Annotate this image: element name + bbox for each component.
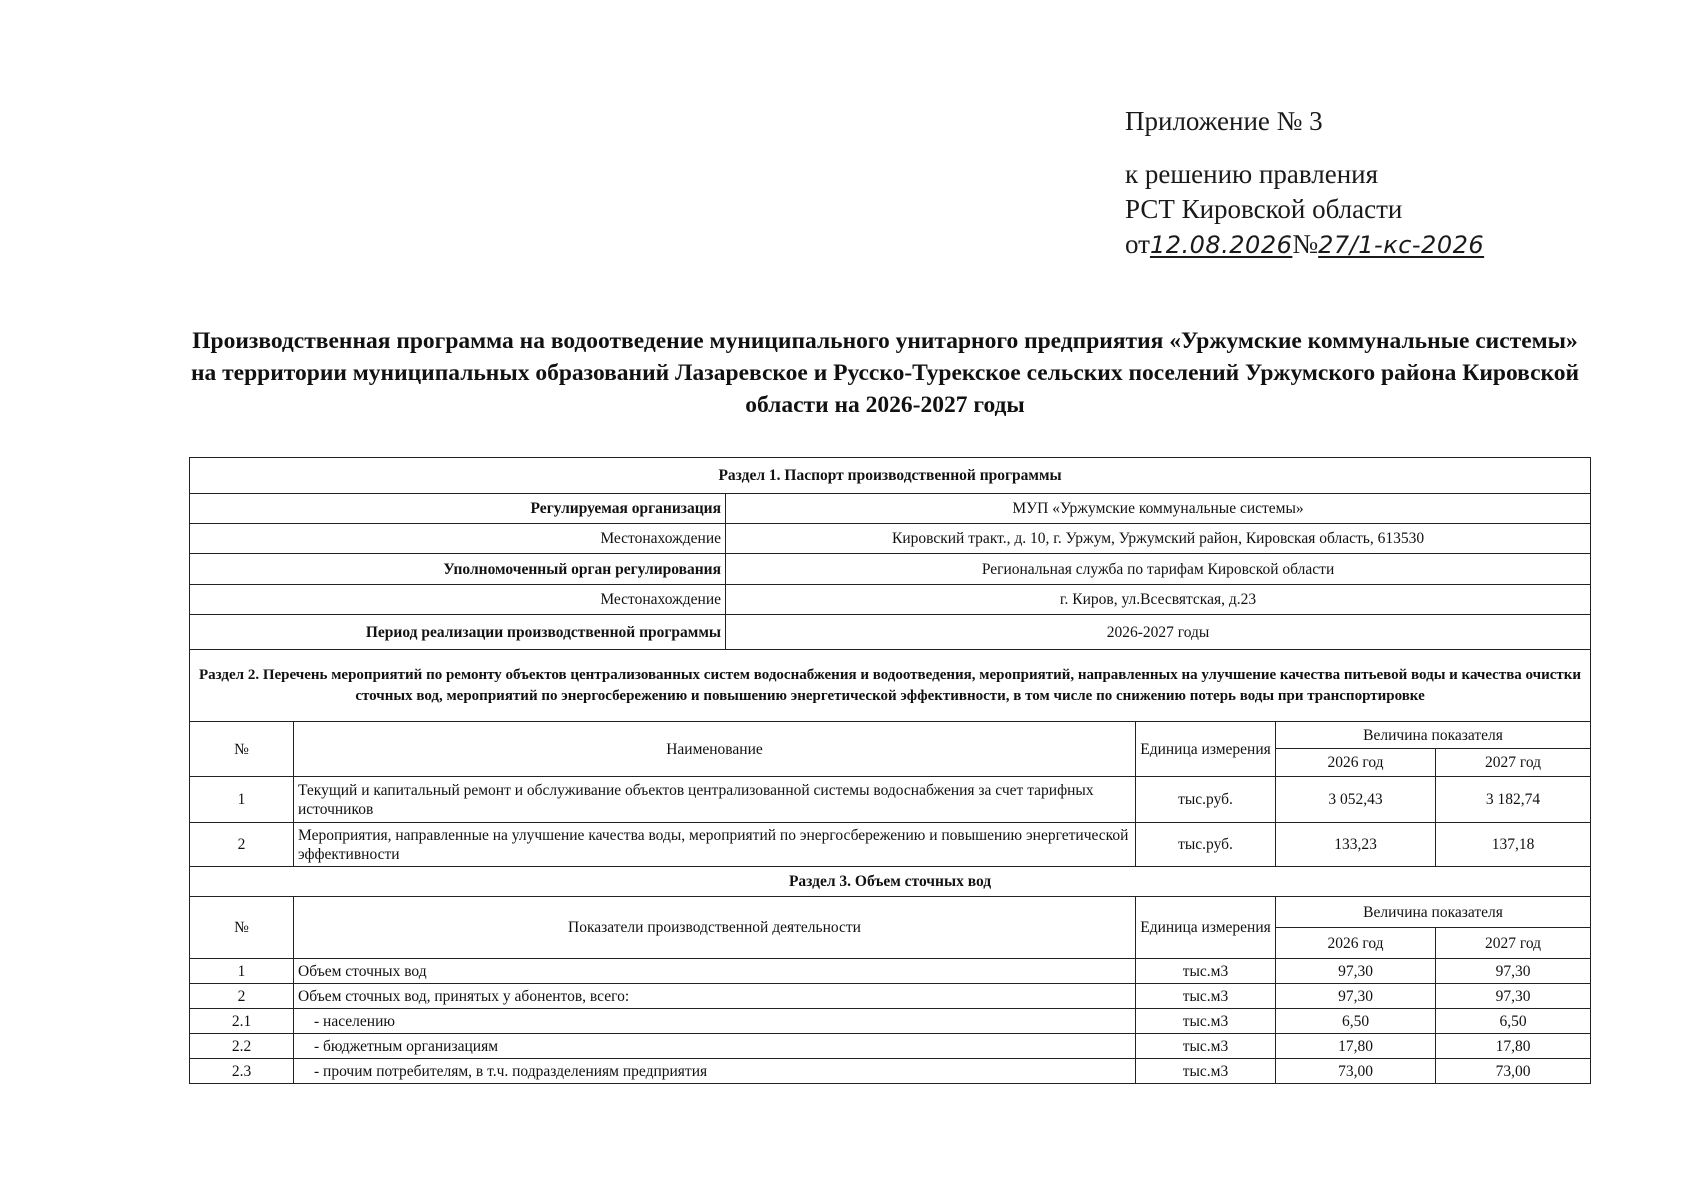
table-row: [190, 959, 1591, 984]
passport-row: [190, 585, 1591, 615]
passport-label: Уполномоченный орган регулирования: [190, 554, 726, 585]
passport-label: Регулируемая организация: [190, 494, 726, 524]
table-row: [190, 777, 1591, 823]
row-value-2027: 97,30: [1436, 959, 1591, 984]
passport-row: [190, 494, 1591, 524]
date-prefix: от: [1125, 229, 1150, 259]
row-value-2027: 73,00: [1436, 1059, 1591, 1084]
row-unit: тыс.м3: [1136, 959, 1276, 984]
row-num: 2: [190, 823, 294, 867]
row-unit: тыс.руб.: [1136, 777, 1276, 823]
section2-header: Раздел 2. Перечень мероприятий по ремонту объектов централизованных систем водоснабжения и водоотведения, мероприятий, направленных на улучшение качества питьевой воды и качества очистки сточных вод, мероприятий по энергосбережению и повышению энергетической эффективности, в том числе по снижению потерь воды при транспортировке: [190, 650, 1591, 722]
annex-decision: к решению правления: [1125, 159, 1379, 189]
table-row: [190, 1009, 1591, 1034]
col-header-year-2026: 2026 год: [1276, 928, 1436, 959]
row-name: Мероприятия, направленные на улучшение качества воды, мероприятий по энергосбережению и повышению энергетической эффективности: [294, 823, 1136, 867]
row-value-2026: 133,23: [1276, 823, 1436, 867]
annex-date-line: [1125, 227, 1484, 263]
col-header-name: Показатели производственной деятельности: [294, 897, 1136, 959]
col-header-name: Наименование: [294, 722, 1136, 777]
row-value-2027: 6,50: [1436, 1009, 1591, 1034]
passport-value: Региональная служба по тарифам Кировской области: [726, 554, 1591, 585]
row-value-2027: 3 182,74: [1436, 777, 1591, 823]
row-num: 2.3: [190, 1059, 294, 1084]
section1-header: Раздел 1. Паспорт производственной программы: [190, 458, 1591, 494]
col-header-year-2026: 2026 год: [1276, 749, 1436, 777]
table-row: [190, 984, 1591, 1009]
row-value-2026: 97,30: [1276, 959, 1436, 984]
annex-number: Приложение № 3: [1125, 106, 1323, 136]
row-num: 1: [190, 959, 294, 984]
row-value-2026: 3 052,43: [1276, 777, 1436, 823]
passport-label: Период реализации производственной программы: [190, 615, 726, 650]
row-value-2026: 6,50: [1276, 1009, 1436, 1034]
row-name: Объем сточных вод: [294, 959, 1136, 984]
table-row: [190, 1034, 1591, 1059]
section3-header: Раздел 3. Объем сточных вод: [190, 867, 1591, 897]
table-row: [190, 823, 1591, 867]
program-table: [189, 457, 1591, 1084]
row-unit: тыс.м3: [1136, 1059, 1276, 1084]
col-header-value: Величина показателя: [1276, 897, 1591, 928]
col-header-value: Величина показателя: [1276, 722, 1591, 749]
row-unit: тыс.руб.: [1136, 823, 1276, 867]
passport-value: МУП «Уржумские коммунальные системы»: [726, 494, 1591, 524]
col-header-unit: Единица измерения: [1136, 722, 1276, 777]
row-unit: тыс.м3: [1136, 984, 1276, 1009]
row-name: Объем сточных вод, принятых у абонентов, всего:: [294, 984, 1136, 1009]
passport-value: г. Киров, ул.Всесвятская, д.23: [726, 585, 1591, 615]
row-num: 2.1: [190, 1009, 294, 1034]
annex-authority: РСТ Кировской области: [1125, 194, 1403, 224]
row-value-2026: 73,00: [1276, 1059, 1436, 1084]
col-header-year-2027: 2027 год: [1436, 928, 1591, 959]
passport-label: Местонахождение: [190, 585, 726, 615]
row-unit: тыс.м3: [1136, 1034, 1276, 1059]
document-title: Производственная программа на водоотведение муниципального унитарного предприятия «Уржумские коммунальные системы» на территории муниципальных образований Лазаревское и Русско-Турекское сельских поселений Уржумского района Кировской области на 2026-2027 годы: [190, 328, 1580, 418]
passport-row: [190, 554, 1591, 585]
row-name: - прочим потребителям, в т.ч. подразделениям предприятия: [294, 1059, 1136, 1084]
passport-label: Местонахождение: [190, 524, 726, 554]
row-value-2026: 17,80: [1276, 1034, 1436, 1059]
row-value-2027: 137,18: [1436, 823, 1591, 867]
row-name: - населению: [294, 1009, 1136, 1034]
col-header-unit: Единица измерения: [1136, 897, 1276, 959]
row-num: 2: [190, 984, 294, 1009]
annex-block: [1125, 104, 1484, 263]
passport-row: [190, 524, 1591, 554]
row-num: 2.2: [190, 1034, 294, 1059]
row-name: - бюджетным организациям: [294, 1034, 1136, 1059]
col-header-num: №: [190, 722, 294, 777]
handwritten-number: 27/1-кс-2026: [1318, 231, 1485, 259]
row-value-2027: 17,80: [1436, 1034, 1591, 1059]
col-header-num: №: [190, 897, 294, 959]
number-prefix: №: [1292, 229, 1319, 259]
passport-value: Кировский тракт., д. 10, г. Уржум, Уржумский район, Кировская область, 613530: [726, 524, 1591, 554]
passport-value: 2026-2027 годы: [726, 615, 1591, 650]
row-value-2027: 97,30: [1436, 984, 1591, 1009]
row-num: 1: [190, 777, 294, 823]
row-unit: тыс.м3: [1136, 1009, 1276, 1034]
handwritten-date: 12.08.2026: [1149, 231, 1293, 259]
col-header-year-2027: 2027 год: [1436, 749, 1591, 777]
row-value-2026: 97,30: [1276, 984, 1436, 1009]
table-row: [190, 1059, 1591, 1084]
row-name: Текущий и капитальный ремонт и обслуживание объектов централизованной системы водоснабжения за счет тарифных источников: [294, 777, 1136, 823]
passport-row: [190, 615, 1591, 650]
